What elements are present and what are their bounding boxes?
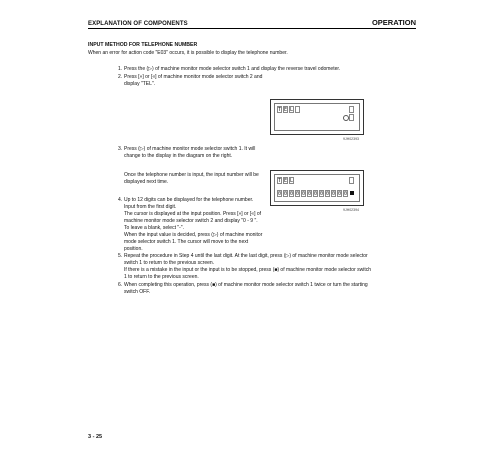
lcd-panel (274, 174, 360, 202)
step-text: position. (124, 246, 143, 252)
lcd-digit: 0 (290, 191, 294, 197)
step-text: Once the telephone number is input, the input number will be (124, 172, 259, 178)
step-number: 3. (118, 146, 123, 152)
step-text: When the input value is decided, press (▷) of machine monitor (124, 232, 263, 238)
header-section: EXPLANATION OF COMPONENTS (88, 21, 188, 27)
lcd-digit: 0 (320, 191, 324, 197)
lcd-char (349, 106, 354, 113)
lcd-digit: 0 (332, 191, 336, 197)
lcd-char: T (278, 178, 282, 184)
step-text: 1 to return to the previous screen. (124, 274, 199, 280)
step-number: 4. (118, 197, 123, 203)
step-number: 2. (118, 74, 123, 80)
step-text: Press [»] or [«] of machine monitor mode selector switch 2 and (124, 74, 263, 80)
lcd-char (295, 106, 300, 113)
lcd-digit: 0 (314, 191, 318, 197)
lcd-char: L (290, 178, 294, 184)
step-text: When completing this operation, press (■) of machine monitor mode selector switch 1 twice or turn the starting (124, 282, 368, 288)
step-text: The cursor is displayed at the input position. Press [»] or [«] of (124, 211, 262, 217)
lcd-digit: 0 (278, 191, 282, 197)
step-number: 5. (118, 253, 123, 259)
step-text: displayed next time. (124, 179, 169, 185)
step-text: Up to 12 digits can be displayed for the telephone number. (124, 197, 254, 203)
lcd-display-figure (270, 99, 364, 135)
page-number: 3 - 25 (88, 434, 103, 440)
lcd-char: L (290, 107, 294, 113)
step-text: Press (▷) of machine monitor mode selector switch 1. It will (124, 146, 256, 152)
lcd-digit: 0 (344, 191, 348, 197)
lcd-digit: 0 (326, 191, 330, 197)
step-text: machine monitor mode selector switch 2 and display "0 - 9 ". (124, 218, 258, 224)
lcd-digit: 0 (308, 191, 312, 197)
lcd-display-figure (270, 170, 364, 206)
section-intro: When an error for action code "E03" occurs, it is possible to display the telephone number. (88, 50, 288, 56)
lcd-digit: 0 (338, 191, 342, 197)
lcd-char: E (284, 178, 288, 184)
step-text: Press the (▷) of machine monitor mode selector switch 1 and display the reverse travel odometer. (124, 66, 341, 72)
figure-caption: 9JH02393 (343, 137, 359, 141)
lcd-char (349, 177, 354, 184)
indicator-icon (343, 115, 349, 121)
step-text: To leave a blank, select "-". (124, 225, 184, 231)
step-text: change to the display in the diagram on the right. (124, 153, 233, 159)
step-text: If there is a mistake in the input or the input is to be stopped, press (■) of machine monitor mode selector switch (124, 267, 372, 273)
step-text: switch OFF. (124, 289, 151, 295)
section-title: INPUT METHOD FOR TELEPHONE NUMBER (88, 42, 198, 48)
step-number: 1. (118, 66, 123, 72)
step-text: switch 1 to return to the previous screen. (124, 260, 215, 266)
step-text: Input from the first digit. (124, 204, 177, 210)
header-chapter: OPERATION (371, 18, 416, 27)
step-text: Repeat the procedure in Step 4 until the last digit. At the last digit, press (▷) of machine monitor mode selector (124, 253, 368, 259)
lcd-digit: 0 (284, 191, 288, 197)
lcd-char: T (278, 107, 282, 113)
page-header (88, 16, 416, 29)
lcd-char (349, 114, 354, 121)
lcd-char: E (284, 107, 288, 113)
stop-icon (350, 191, 354, 195)
lcd-digit: 0 (296, 191, 300, 197)
step-text: display "TEL". (124, 81, 156, 87)
figure-caption: 9JH02394 (343, 208, 359, 212)
lcd-panel (274, 103, 360, 131)
lcd-digit: 0 (302, 191, 306, 197)
step-text: mode selector switch 1. The cursor will move to the next (124, 239, 249, 245)
step-number: 6. (118, 282, 123, 288)
